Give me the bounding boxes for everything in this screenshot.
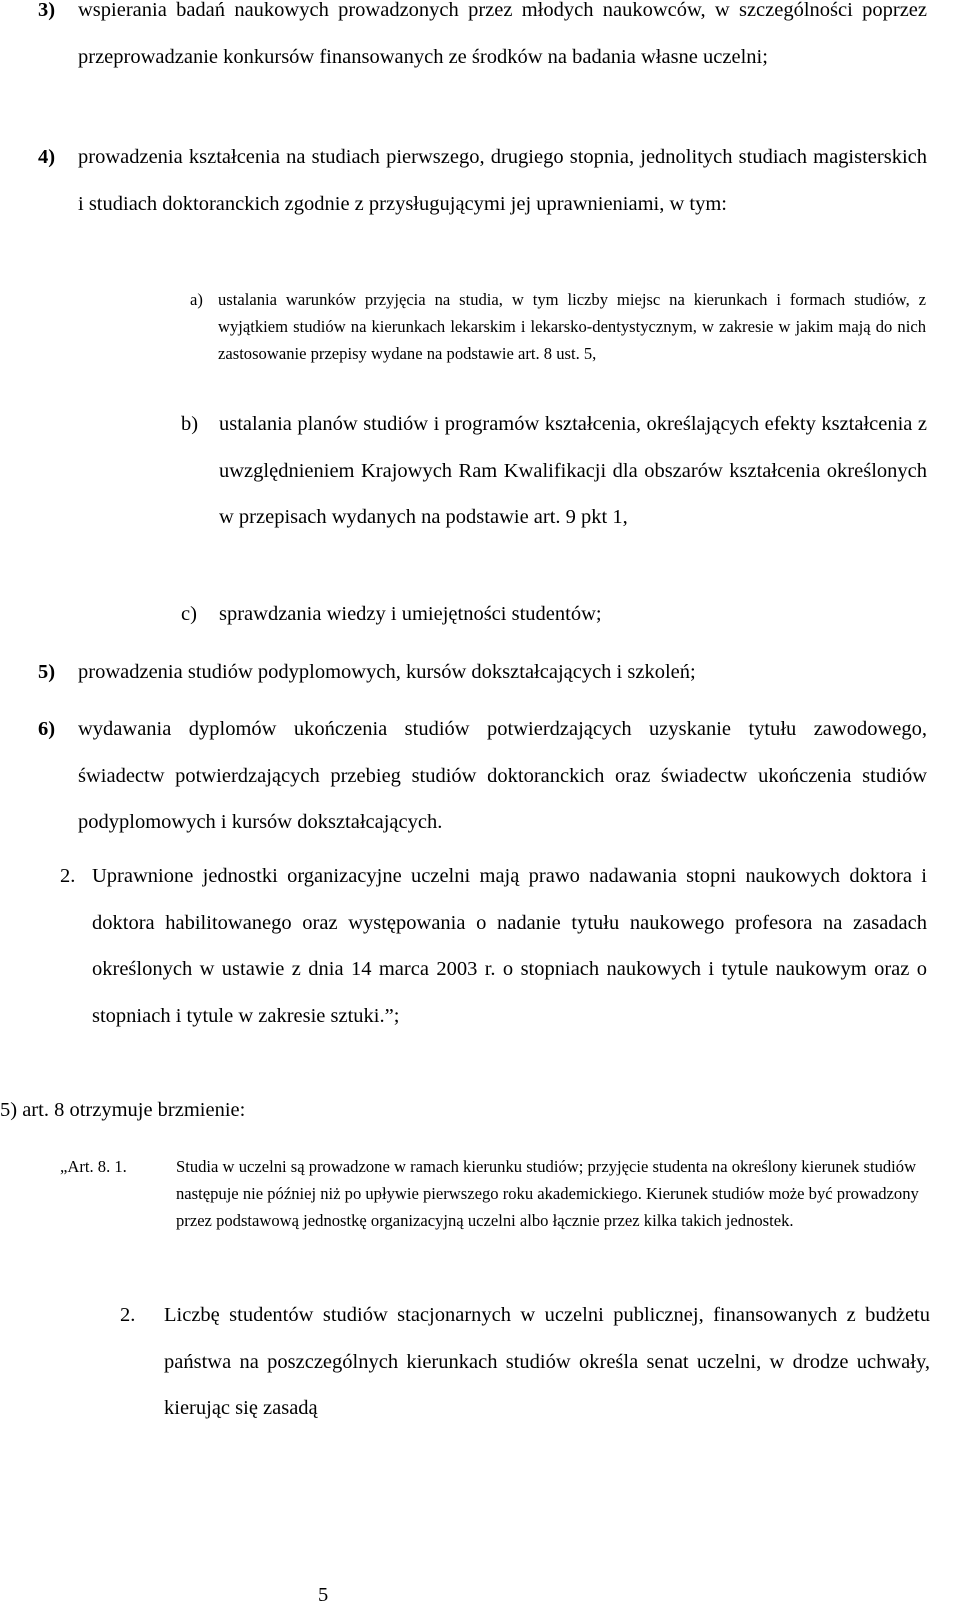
amendment-point-5 bbox=[0, 1087, 900, 1134]
list-item-text: prowadzenia studiów podyplomowych, kursów dokształcających i szkoleń; bbox=[78, 661, 696, 683]
list-number: 3) bbox=[38, 0, 56, 21]
list-number: 4) bbox=[38, 146, 56, 168]
list-number: 5) bbox=[38, 661, 56, 683]
paragraph-text: Liczbę studentów studiów stacjonarnych w uczelni publicznej, finansowanych z budżetu państwa na poszczególnych kierunkach studiów określa senat uczelni, w drodze uchwały, kierując się zasadą bbox=[164, 1304, 930, 1419]
paragraph-2 bbox=[60, 853, 927, 1039]
list-item-4 bbox=[38, 134, 927, 227]
page-number-text: 5 bbox=[318, 1584, 329, 1606]
page-number bbox=[318, 1572, 358, 1619]
list-number: 6) bbox=[38, 718, 56, 740]
sub-item-text: ustalania planów studiów i programów kształcenia, określających efekty kształcenia z uwzględnieniem Krajowych Ram Kwalifikacji dla obszarów kształcenia określonych w przepisach wydanych na podstawie art. 9 pkt 1, bbox=[219, 413, 927, 528]
list-item-3 bbox=[38, 0, 927, 80]
list-item-6 bbox=[38, 706, 927, 846]
sub-item-text: ustalania warunków przyjęcia na studia, w tym liczby miejsc na kierunkach i formach studiów, z wyjątkiem studiów na kierunkach lekarskim i lekarsko-dentystycznym, w zakresie w jakim mają do nich zastosowanie przepisy wydane na podstawie art. 8 ust. 5, bbox=[218, 290, 926, 363]
article-8-paragraph-2 bbox=[120, 1292, 930, 1432]
sub-item-label: b) bbox=[181, 413, 199, 435]
sub-item-c bbox=[181, 591, 927, 638]
paragraph-number: 2. bbox=[120, 1304, 136, 1326]
sub-item-a bbox=[190, 286, 926, 367]
article-prefix: „Art. 8. 1. bbox=[60, 1157, 127, 1176]
list-item-text: wydawania dyplomów ukończenia studiów potwierdzających uzyskanie tytułu zawodowego, świadectw potwierdzających przebieg studiów doktoranckich oraz świadectw ukończenia studiów podyplomowych i kursów dokształcających. bbox=[78, 718, 927, 833]
sub-item-label: a) bbox=[190, 290, 203, 309]
paragraph-number: 2. bbox=[60, 865, 76, 887]
sub-item-label: c) bbox=[181, 603, 197, 625]
list-item-text: wspierania badań naukowych prowadzonych przez młodych naukowców, w szczególności poprzez przeprowadzanie konkursów finansowanych ze środków na badania własne uczelni; bbox=[78, 0, 927, 68]
amendment-text: 5) art. 8 otrzymuje brzmienie: bbox=[0, 1099, 246, 1121]
article-text: Studia w uczelni są prowadzone w ramach kierunku studiów; przyjęcie studenta na określony kierunek studiów następuje nie później niż po upływie pierwszego roku akademickiego. Kierunek studiów może być prowadzony przez podstawową jednostkę organizacyjną uczelni albo łącznie przez kilka takich jednostek. bbox=[176, 1157, 919, 1230]
article-8-paragraph-1 bbox=[60, 1153, 930, 1234]
sub-item-text: sprawdzania wiedzy i umiejętności studentów; bbox=[219, 603, 602, 625]
paragraph-text: Uprawnione jednostki organizacyjne uczelni mają prawo nadawania stopni naukowych doktora i doktora habilitowanego oraz występowania o nadanie tytułu naukowego profesora na zasadach określonych w ustawie z dnia 14 marca 2003 r. o stopniach naukowych i tytule naukowym oraz o stopniach i tytule w zakresie sztuki.”; bbox=[92, 865, 927, 1027]
list-item-5 bbox=[38, 649, 927, 696]
list-item-text: prowadzenia kształcenia na studiach pierwszego, drugiego stopnia, jednolitych studiach magisterskich i studiach doktoranckich zgodnie z przysługującymi jej uprawnieniami, w tym: bbox=[78, 146, 927, 215]
sub-item-b bbox=[181, 401, 927, 541]
